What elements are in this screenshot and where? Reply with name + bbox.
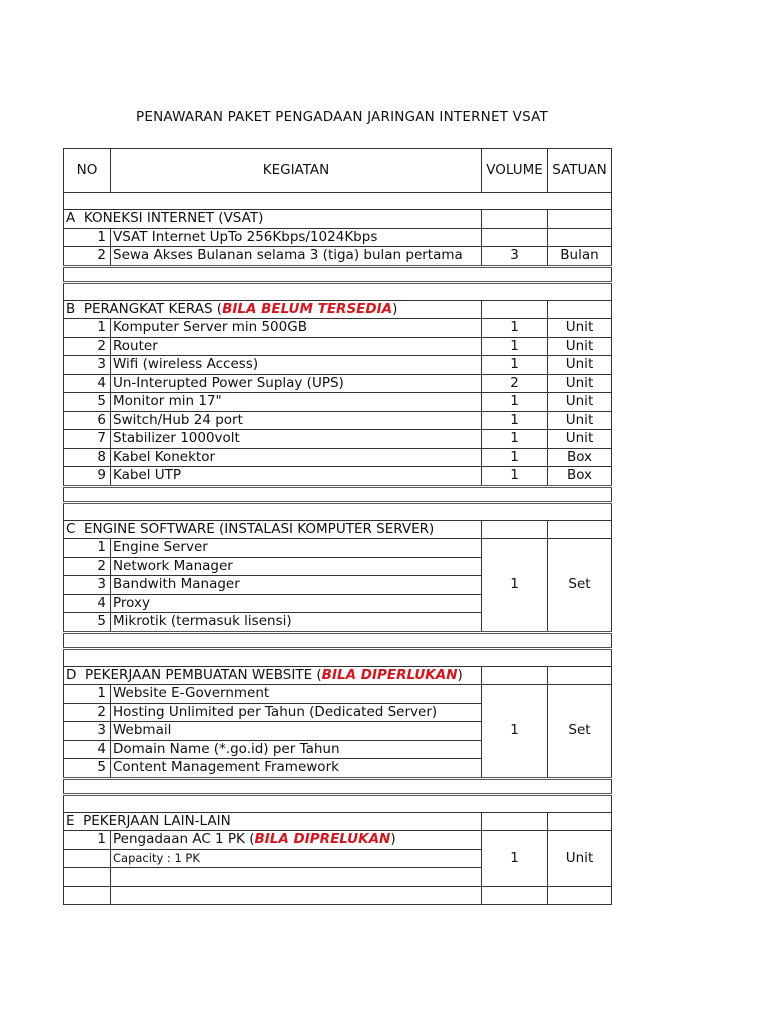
item-kegiatan (111, 393, 482, 412)
item-kegiatan (111, 740, 482, 759)
item-no: 4 (64, 374, 111, 393)
volume-cell (482, 520, 548, 539)
section-title (64, 666, 482, 685)
spacer-row (64, 778, 612, 794)
volume-cell (482, 812, 548, 831)
item-volume: 2 (482, 374, 548, 393)
item-no: 3 (64, 576, 111, 595)
header-no: NO (64, 149, 111, 193)
item-text: Komputer Server min 500GB (113, 319, 307, 336)
spacer-row (64, 648, 612, 666)
item-no: 2 (64, 703, 111, 722)
item-no: 8 (64, 448, 111, 467)
item-row (64, 685, 612, 704)
spacer-cell (64, 486, 612, 502)
section-header-row (64, 812, 612, 831)
item-kegiatan (111, 886, 482, 905)
table-header-row (64, 149, 612, 193)
item-no (64, 849, 111, 868)
item-satuan: Unit (548, 430, 612, 449)
header-volume: VOLUME (482, 149, 548, 193)
volume-cell (482, 300, 548, 319)
section-title-text: ENGINE SOFTWARE (INSTALASI KOMPUTER SERVER) (84, 520, 435, 537)
volume-cell (482, 210, 548, 229)
spacer-cell (64, 502, 612, 520)
spacer-cell (64, 794, 612, 812)
item-row (64, 247, 612, 267)
section-header-row (64, 520, 612, 539)
item-text: VSAT Internet UpTo 256Kbps/1024Kbps (113, 228, 378, 245)
item-kegiatan (111, 722, 482, 741)
spacer-cell (64, 632, 612, 648)
section-header-row (64, 666, 612, 685)
item-row (64, 374, 612, 393)
item-text: Engine Server (113, 539, 208, 556)
section-title-text: KONEKSI INTERNET (VSAT) (83, 210, 264, 227)
item-kegiatan (111, 868, 482, 887)
item-no: 9 (64, 467, 111, 487)
item-kegiatan (111, 685, 482, 704)
item-kegiatan (111, 759, 482, 779)
item-satuan: Unit (548, 337, 612, 356)
item-no: 5 (64, 393, 111, 412)
item-kegiatan (111, 557, 482, 576)
item-volume: 1 (482, 411, 548, 430)
item-no: 1 (64, 319, 111, 338)
section-letter: C (66, 520, 76, 537)
item-kegiatan (111, 539, 482, 558)
section-title (64, 300, 482, 319)
section-header-row (64, 300, 612, 319)
section-title-text: PEKERJAAN LAIN-LAIN (83, 812, 231, 829)
item-no: 4 (64, 594, 111, 613)
group-volume: 1 (482, 685, 548, 779)
item-kegiatan (111, 319, 482, 338)
item-kegiatan (111, 594, 482, 613)
satuan-cell (548, 666, 612, 685)
item-no: 1 (64, 539, 111, 558)
item-row (64, 393, 612, 412)
item-satuan: Box (548, 467, 612, 487)
satuan-cell (548, 812, 612, 831)
item-volume: 1 (482, 319, 548, 338)
item-satuan: Bulan (548, 247, 612, 267)
header-kegiatan: KEGIATAN (111, 149, 482, 193)
spacer-cell (64, 266, 612, 282)
satuan-cell (548, 520, 612, 539)
item-no: 1 (64, 228, 111, 247)
item-text: Proxy (113, 594, 150, 611)
item-no: 3 (64, 722, 111, 741)
item-satuan: Box (548, 448, 612, 467)
item-text: Sewa Akses Bulanan selama 3 (tiga) bulan pertama (113, 247, 463, 264)
item-no: 5 (64, 759, 111, 779)
section-title-suffix: ) (457, 666, 463, 683)
item-row (64, 430, 612, 449)
satuan-cell (548, 886, 612, 905)
item-row (64, 337, 612, 356)
spacer-row (64, 502, 612, 520)
item-kegiatan (111, 247, 482, 267)
item-satuan: Unit (548, 356, 612, 375)
item-no: 2 (64, 337, 111, 356)
item-kegiatan (111, 374, 482, 393)
item-no: 7 (64, 430, 111, 449)
spacer-row (64, 193, 612, 210)
item-text: Un-Interupted Power Suplay (UPS) (113, 374, 344, 391)
spacer-row (64, 486, 612, 502)
item-text: Stabilizer 1000volt (113, 430, 240, 447)
item-kegiatan (111, 337, 482, 356)
offer-table (63, 148, 612, 905)
item-no: 1 (64, 685, 111, 704)
item-text: Monitor min 17" (113, 393, 222, 410)
section-note: BILA BELUM TERSEDIA (222, 300, 393, 317)
item-text: Switch/Hub 24 port (113, 411, 243, 428)
document-title: PENAWARAN PAKET PENGADAAN JARINGAN INTERNET VSAT (136, 109, 548, 125)
item-text: Content Management Framework (113, 759, 339, 776)
item-no: 5 (64, 613, 111, 633)
item-satuan: Unit (548, 393, 612, 412)
item-volume: 1 (482, 356, 548, 375)
item-kegiatan (111, 467, 482, 487)
item-volume: 1 (482, 393, 548, 412)
section-title-text: PEKERJAAN PEMBUATAN WEBSITE ( (85, 666, 322, 683)
item-kegiatan (111, 831, 482, 850)
item-kegiatan (111, 703, 482, 722)
item-kegiatan (111, 356, 482, 375)
item-kegiatan (111, 576, 482, 595)
section-letter: D (66, 666, 77, 683)
item-kegiatan (111, 448, 482, 467)
section-letter: E (66, 812, 75, 829)
group-satuan: Set (548, 685, 612, 779)
item-text: Website E-Government (113, 685, 270, 702)
section-letter: A (66, 210, 76, 227)
spacer-cell (64, 778, 612, 794)
item-volume: 1 (482, 337, 548, 356)
item-no: 3 (64, 356, 111, 375)
group-satuan: Unit (548, 831, 612, 887)
satuan-cell (548, 210, 612, 229)
spacer-cell (64, 193, 612, 210)
spacer-cell (64, 282, 612, 300)
item-text: Hosting Unlimited per Tahun (Dedicated Server) (113, 703, 438, 720)
item-kegiatan (111, 411, 482, 430)
item-text: Router (113, 337, 158, 354)
section-title-suffix: ) (392, 300, 398, 317)
item-row (64, 411, 612, 430)
group-volume: 1 (482, 831, 548, 887)
item-text: Mikrotik (termasuk lisensi) (113, 613, 292, 630)
item-text: Pengadaan AC 1 PK ( (113, 831, 255, 848)
item-text: Kabel Konektor (113, 448, 216, 465)
volume-cell (482, 666, 548, 685)
group-volume: 1 (482, 539, 548, 633)
section-title (64, 812, 482, 831)
item-row (64, 319, 612, 338)
item-row (64, 228, 612, 247)
item-row (64, 467, 612, 487)
satuan-cell (548, 300, 612, 319)
spacer-row (64, 282, 612, 300)
item-no: 2 (64, 557, 111, 576)
spacer-row (64, 632, 612, 648)
item-kegiatan (111, 430, 482, 449)
item-satuan: Unit (548, 411, 612, 430)
item-satuan: Unit (548, 374, 612, 393)
item-no: 6 (64, 411, 111, 430)
item-text: Wifi (wireless Access) (113, 356, 259, 373)
item-row (64, 448, 612, 467)
item-volume: 1 (482, 430, 548, 449)
item-kegiatan (111, 849, 482, 868)
spacer-row (64, 794, 612, 812)
item-row (64, 356, 612, 375)
item-text: Webmail (113, 722, 172, 739)
item-row (64, 831, 612, 850)
section-letter: B (66, 300, 76, 317)
item-volume (482, 228, 548, 247)
item-note: BILA DIPRELUKAN (254, 831, 391, 848)
item-volume: 1 (482, 467, 548, 487)
item-no: 1 (64, 831, 111, 850)
item-suffix: ) (390, 831, 396, 848)
header-satuan: SATUAN (548, 149, 612, 193)
item-text: Capacity : 1 PK (113, 850, 200, 865)
item-volume: 3 (482, 247, 548, 267)
item-no: 2 (64, 247, 111, 267)
item-kegiatan (111, 613, 482, 633)
item-row (64, 539, 612, 558)
section-title (64, 520, 482, 539)
section-title-text: PERANGKAT KERAS ( (83, 300, 223, 317)
item-text: Bandwith Manager (113, 576, 240, 593)
spacer-row (64, 266, 612, 282)
item-kegiatan (111, 228, 482, 247)
volume-cell (482, 886, 548, 905)
section-note: BILA DIPERLUKAN (321, 666, 458, 683)
item-text: Kabel UTP (113, 467, 182, 484)
item-volume: 1 (482, 448, 548, 467)
item-text: Network Manager (113, 557, 233, 574)
item-satuan (548, 228, 612, 247)
item-row (64, 886, 612, 905)
spacer-cell (64, 648, 612, 666)
item-no (64, 868, 111, 887)
section-header-row (64, 210, 612, 229)
item-satuan: Unit (548, 319, 612, 338)
item-text: Domain Name (*.go.id) per Tahun (113, 740, 340, 757)
group-satuan: Set (548, 539, 612, 633)
item-no: 4 (64, 740, 111, 759)
item-no (64, 886, 111, 905)
section-title (64, 210, 482, 229)
